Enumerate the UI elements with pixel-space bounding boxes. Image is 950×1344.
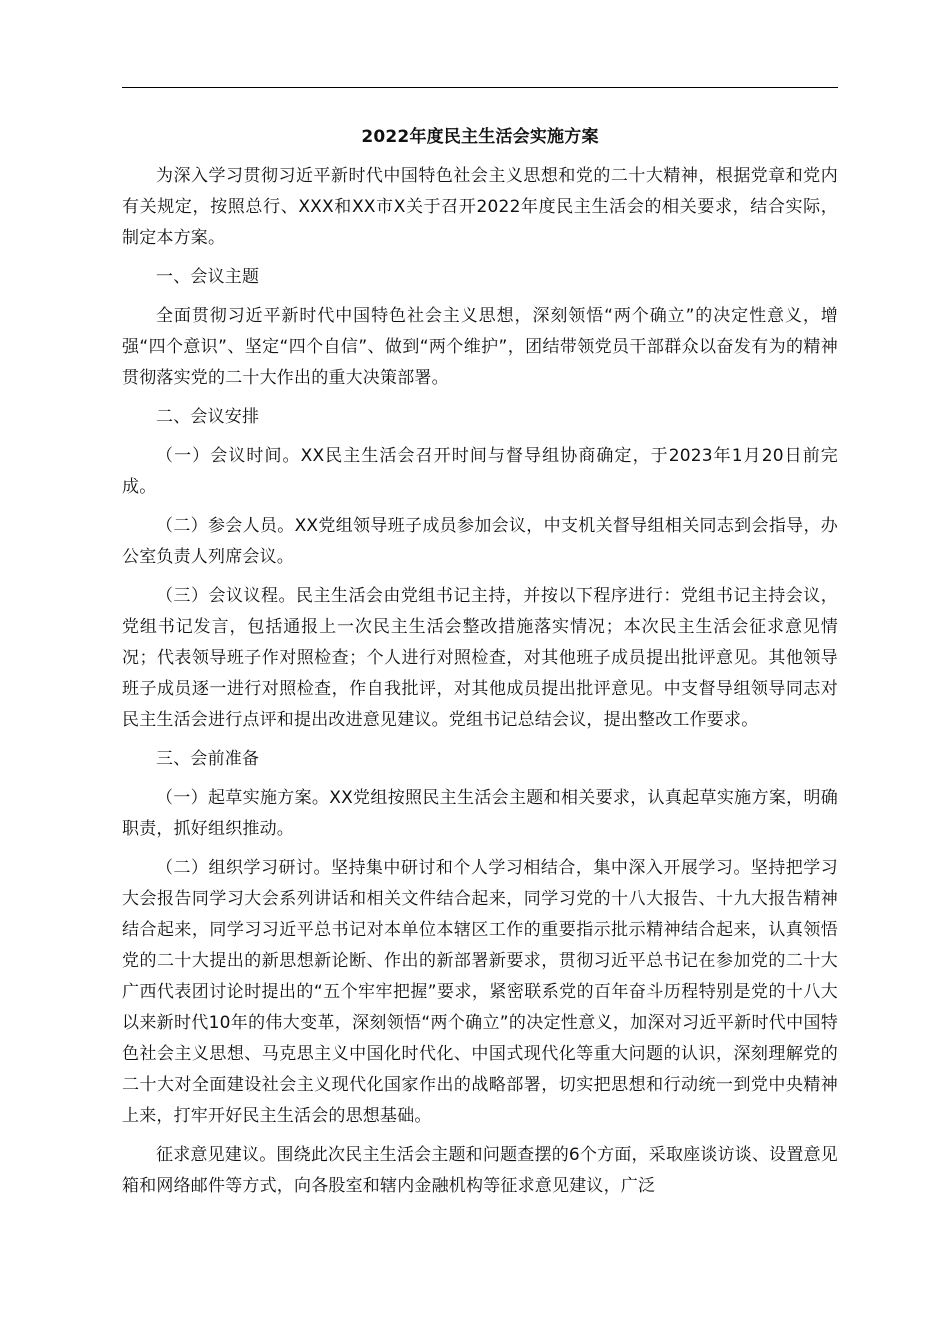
arrangement-agenda-paragraph: （三）会议议程。民主生活会由党组书记主持，并按以下程序进行：党组书记主持会议，党组书记发言，包括通报上一次民主生活会整改措施落实情况；本次民主生活会征求意见情况；代表领导班子作对照检查；个人进行对照检查，对其他班子成员提出批评意见。其他领导班子成员逐一进行对照检查，作自我批评，对其他成员提出批评意见。中支督导组领导同志对民主生活会进行点评和提出改进意见建议。党组书记总结会议，提出整改工作要求。 — [122, 586, 838, 730]
section-heading-arrangement: 二、会议安排 — [156, 407, 260, 427]
preparation-study-paragraph: （二）组织学习研讨。坚持集中研讨和个人学习相结合，集中深入开展学习。坚持把学习大会报告同学习大会系列讲话和相关文件结合起来，同学习党的十八大报告、十九大报告精神结合起来，同学习习近平总书记对本单位本辖区工作的重要指示批示精神结合起来，认真领悟党的二十大提出的新思想新论断、作出的新部署新要求，贯彻习近平总书记在参加党的二十大广西代表团讨论时提出的“五个牢牢把握”要求，紧密联系党的百年奋斗历程特别是党的十八大以来新时代10年的伟大变革，深刻领悟“两个确立”的决定性意义，加深对习近平新时代中国特色社会主义思想、马克思主义中国化时代化、中国式现代化等重大问题的认识，深刻理解党的二十大对全面建设社会主义现代化国家作出的战略部署，切实把思想和行动统一到党中央精神上来，打牢开好民主生活会的思想基础。 — [122, 858, 838, 1126]
section-heading-theme: 一、会议主题 — [156, 267, 260, 287]
section-theme-paragraph: 全面贯彻习近平新时代中国特色社会主义思想，深刻领悟“两个确立”的决定性意义，增强“四个意识”、坚定“四个自信”、做到“两个维护”，团结带领党员干部群众以奋发有为的精神贯彻落实党的二十大作出的重大决策部署。 — [122, 306, 838, 388]
header-rule — [122, 87, 838, 88]
intro-paragraph: 为深入学习贯彻习近平新时代中国特色社会主义思想和党的二十大精神，根据党章和党内有关规定，按照总行、XXX和XX市X关于召开2022年度民主生活会的相关要求，结合实际，制定本方案。 — [122, 166, 838, 248]
arrangement-time-paragraph: （一）会议时间。XX民主生活会召开时间与督导组协商确定，于2023年1月20日前完成。 — [122, 446, 838, 497]
document-body — [122, 122, 838, 1210]
section-heading-preparation: 三、会前准备 — [156, 749, 260, 769]
preparation-opinions-paragraph: 征求意见建议。围绕此次民主生活会主题和问题查摆的6个方面，采取座谈访谈、设置意见箱和网络邮件等方式，向各股室和辖内金融机构等征求意见建议，广泛 — [122, 1145, 838, 1196]
document-title: 2022年度民主生活会实施方案 — [361, 127, 599, 147]
preparation-plan-paragraph: （一）起草实施方案。XX党组按照民主生活会主题和相关要求，认真起草实施方案，明确职责，抓好组织推动。 — [122, 788, 838, 839]
arrangement-attendees-paragraph: （二）参会人员。XX党组领导班子成员参加会议，中支机关督导组相关同志到会指导，办公室负责人列席会议。 — [122, 516, 838, 567]
